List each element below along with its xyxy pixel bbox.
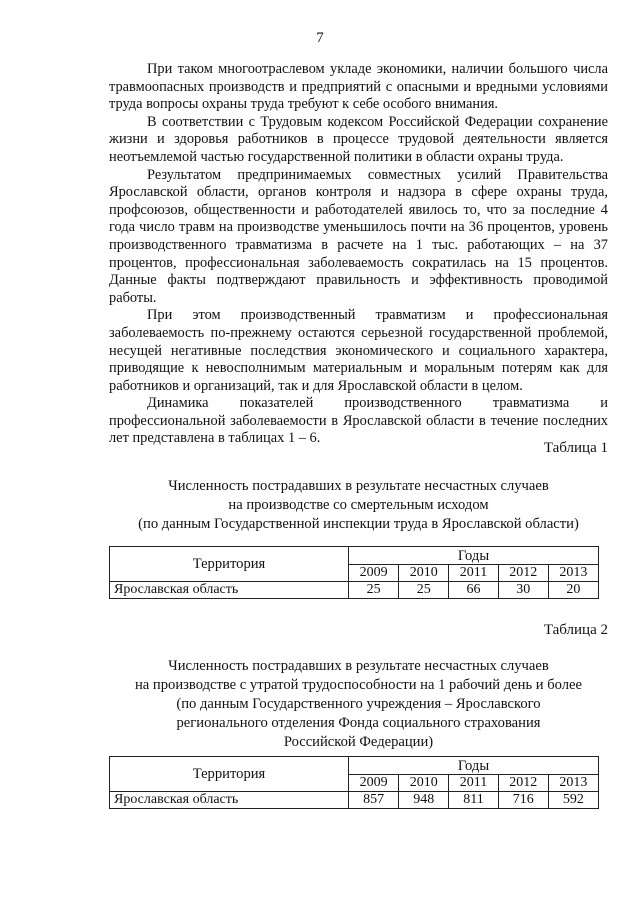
- years-header: Годы: [349, 757, 599, 775]
- territory-header: Территория: [110, 547, 349, 582]
- region-cell: Ярославская область: [110, 792, 349, 809]
- table-1: [109, 546, 599, 599]
- table-1-heading-line: Численность пострадавших в результате несчастных случаев: [168, 478, 549, 494]
- paragraph: Динамика показателей производственного травматизма и профессиональной заболеваемости в Ярославской области в течение последних лет представлена в таблицах 1 – 6.: [109, 395, 608, 447]
- paragraph: При таком многоотраслевом укладе экономики, наличии большого числа травмоопасных производств и предприятий с опасными и вредными условиями труда вопросы охраны труда требуют к себе особого внимания.: [109, 61, 608, 113]
- year-cell: 2010: [399, 565, 449, 582]
- value-cell: 25: [399, 582, 449, 599]
- table-2-label: Таблица 2: [543, 622, 608, 638]
- table-1-heading: [109, 477, 608, 534]
- year-cell: 2013: [548, 775, 598, 792]
- year-cell: 2009: [349, 565, 399, 582]
- region-cell: Ярославская область: [110, 582, 349, 599]
- year-cell: 2012: [498, 565, 548, 582]
- value-cell: 811: [449, 792, 498, 809]
- year-cell: 2011: [449, 565, 498, 582]
- year-cell: 2013: [548, 565, 598, 582]
- years-header: Годы: [349, 547, 599, 565]
- value-cell: 716: [498, 792, 548, 809]
- year-cell: 2009: [349, 775, 399, 792]
- value-cell: 857: [349, 792, 399, 809]
- table-2-heading-line: Численность пострадавших в результате несчастных случаев: [168, 658, 549, 674]
- year-cell: 2012: [498, 775, 548, 792]
- body-text: [109, 61, 608, 448]
- table-row: [110, 792, 599, 809]
- value-cell: 592: [548, 792, 598, 809]
- table-2: [109, 756, 599, 809]
- table-2-heading: [109, 657, 608, 752]
- value-cell: 25: [349, 582, 399, 599]
- table-1-label: Таблица 1: [543, 440, 608, 456]
- year-cell: 2010: [399, 775, 449, 792]
- table-1-heading-line: (по данным Государственной инспекции труда в Ярославской области): [138, 516, 579, 532]
- value-cell: 20: [548, 582, 598, 599]
- value-cell: 948: [399, 792, 449, 809]
- table-row: [110, 582, 599, 599]
- table-2-heading-line: Российской Федерации): [283, 734, 434, 750]
- year-cell: 2011: [449, 775, 498, 792]
- page-number: 7: [316, 30, 324, 46]
- paragraph: Результатом предпринимаемых совместных усилий Правительства Ярославской области, органов контроля и надзора в сфере охраны труда, профсоюзов, общественности и работодателей явилось то, что за последние 4 года число травм на производстве уменьшилось почти на 36 процентов, уровень производственного травматизма в расчете на 1 тыс. работающих – на 37 процентов, профессиональная заболеваемость сократилась на 15 процентов. Данные факты подтверждают правильность и эффективность проводимой работы.: [109, 166, 608, 306]
- value-cell: 66: [449, 582, 498, 599]
- table-2-heading-line: (по данным Государственного учреждения – Ярославского: [176, 696, 541, 712]
- paragraph: При этом производственный травматизм и профессиональная заболеваемость по-прежнему остаются серьезной государственной проблемой, несущей негативные последствия экономического и социального характера, приводящие к невосполнимым материальным и моральным потерям как для работников и организаций, так и для Ярославской области в целом.: [109, 307, 608, 394]
- territory-header: Территория: [110, 757, 349, 792]
- table-2-heading-line: на производстве с утратой трудоспособности на 1 рабочий день и более: [134, 677, 582, 693]
- table-2-heading-line: регионального отделения Фонда социального страхования: [176, 715, 541, 731]
- table-1-heading-line: на производстве со смертельным исходом: [228, 497, 489, 513]
- paragraph: В соответствии с Трудовым кодексом Российской Федерации сохранение жизни и здоровья работников в процессе трудовой деятельности является неотъемлемой частью государственной политики в области охраны труда.: [109, 113, 608, 165]
- value-cell: 30: [498, 582, 548, 599]
